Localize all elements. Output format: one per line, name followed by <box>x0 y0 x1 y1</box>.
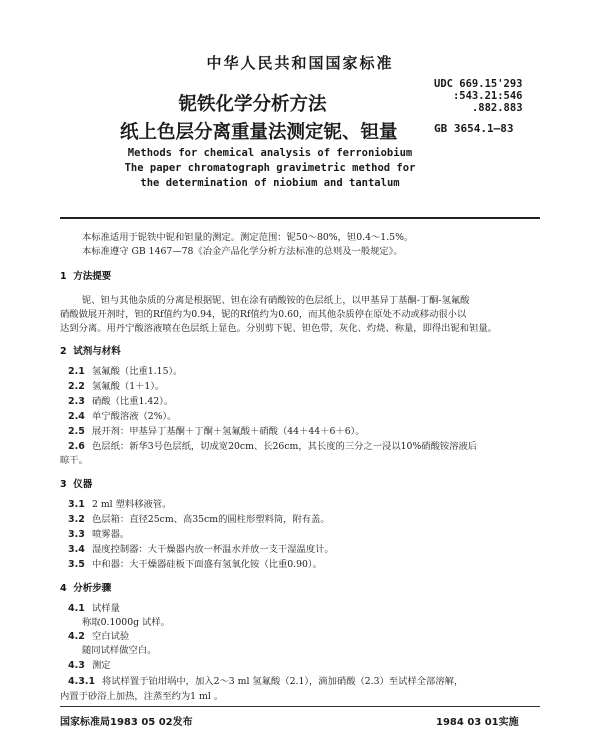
item-text: 试样量 <box>92 603 120 614</box>
reagent-item <box>68 423 365 437</box>
section-4-heading <box>60 580 111 594</box>
item-text: 氢氟酸（1＋1）。 <box>92 381 165 392</box>
item-number: 4.1 <box>68 603 85 614</box>
principle-line-2: 硝酸做展开剂时，钽的Rf值约为0.94，铌的Rf值约为0.60，而其他杂质停在原处不动或移动很小以 <box>60 309 467 320</box>
reagent-item <box>68 378 164 392</box>
reagent-item <box>68 438 477 452</box>
title-chinese-line-1: 铌铁化学分析方法 <box>178 94 327 115</box>
apparatus-item <box>68 556 322 570</box>
item-text: 氢氟酸（比重1.15）。 <box>92 366 183 377</box>
udc-classification <box>434 78 523 114</box>
item-number: 2.2 <box>68 381 85 392</box>
apparatus-item <box>68 526 129 540</box>
sample-mass-text: 称取0.1000g 试样。 <box>82 617 170 628</box>
udc-line-1: UDC 669.15'293 <box>434 78 523 90</box>
header-divider <box>60 217 540 219</box>
section-3-title: 仪器 <box>73 479 93 490</box>
item-number: 3.5 <box>68 559 85 570</box>
item-number: 2.4 <box>68 411 85 422</box>
item-text: 喷雾器。 <box>92 529 130 540</box>
section-2-number: 2 <box>60 346 67 357</box>
principle-line-3: 达到分离。用丹宁酸溶液喷在色层纸上显色。分别剪下铌、钽色带，灰化、灼烧、称量，即得出铌和钽量。 <box>60 323 497 334</box>
item-number: 2.3 <box>68 396 85 407</box>
item-text: 单宁酸溶液（2%）。 <box>92 411 177 422</box>
section-1-heading <box>60 268 111 282</box>
section-3-heading <box>60 476 92 490</box>
item-text: 测定 <box>92 660 111 671</box>
section-2-heading <box>60 343 121 357</box>
item-number: 2.6 <box>68 441 85 452</box>
section-1-number: 1 <box>60 271 67 282</box>
section-4-title: 分析步骤 <box>73 583 112 594</box>
title-english-line-1: Methods for chemical analysis of ferroniobium <box>127 147 413 159</box>
section-1-title: 方法提要 <box>73 271 112 282</box>
subsection-4-2-heading <box>68 628 129 642</box>
procedure-4-3-1-line-1 <box>68 673 463 687</box>
procedure-4-3-1-line-2: 内置于砂浴上加热，注蒸至约为1 ml 。 <box>60 691 224 702</box>
item-number: 3.3 <box>68 529 85 540</box>
item-number: 3.1 <box>68 499 85 510</box>
item-text: 色层纸：新华3号色层纸，切成宽20cm、长26cm，其长度的三分之一浸以10%硝酸铵溶液后 <box>92 441 478 452</box>
section-2-title: 试剂与材料 <box>73 346 121 357</box>
subsection-4-3-heading <box>68 657 111 671</box>
compliance-paragraph: 本标准遵守 GB 1467—78《冶金产品化学分析方法标准的总则及一般规定》。 <box>82 246 403 257</box>
item-text: 色层箱：直径25cm、高35cm的圆柱形塑料筒，附有盖。 <box>92 514 330 525</box>
section-3-number: 3 <box>60 479 67 490</box>
effective-date: 1984 03 01实施 <box>436 717 519 728</box>
item-text: 2 ml 塑料移液管。 <box>92 499 172 510</box>
udc-line-2: :543.21:546 <box>452 90 523 102</box>
item-text: 空白试验 <box>92 631 130 642</box>
udc-line-3: .882.883 <box>471 102 523 114</box>
item-text: 中和器：大干燥器硅板下面盛有氢氧化铵（比重0.90）。 <box>92 559 322 570</box>
standard-number: GB 3654.1—83 <box>434 122 514 135</box>
item-number: 2.5 <box>68 426 85 437</box>
reagent-item <box>68 408 176 422</box>
item-number: 2.1 <box>68 366 85 377</box>
reagent-item <box>68 393 173 407</box>
issuing-organization: 中华人民共和国国家标准 <box>206 54 394 72</box>
item-number: 4.3 <box>68 660 85 671</box>
apparatus-item <box>68 511 330 525</box>
section-4-number: 4 <box>60 583 67 594</box>
reagent-item-continuation: 晾干。 <box>60 455 88 466</box>
title-english-line-3: the determination of niobium and tantalum <box>140 177 400 189</box>
scope-paragraph: 本标准适用于铌铁中铌和钽量的测定。测定范围：铌50～80%，钽0.4～1.5%。 <box>82 232 414 243</box>
item-number: 3.2 <box>68 514 85 525</box>
title-english-line-2: The paper chromatograph gravimetric method for <box>124 162 416 174</box>
apparatus-item <box>68 541 334 555</box>
item-number: 3.4 <box>68 544 85 555</box>
subsection-4-1-heading <box>68 600 120 614</box>
item-text: 湿度控制器：大干燥器内放一杯温水并放一支干湿温度计。 <box>92 544 334 555</box>
apparatus-item <box>68 496 171 510</box>
item-number: 4.3.1 <box>68 676 96 687</box>
issue-date: 国家标准局1983 05 02发布 <box>60 717 193 728</box>
item-text: 将试样置于铂坩埚中，加入2～3 ml 氢氟酸（2.1），滴加硝酸（2.3）至试样全部溶解， <box>102 676 464 687</box>
item-number: 4.2 <box>68 631 85 642</box>
reagent-item <box>68 363 182 377</box>
principle-line-1: 铌、钽与其他杂质的分离是根据铌、钽在涂有硝酸铵的色层纸上，以甲基异丁基酮-丁酮-氢氟酸 <box>82 295 470 306</box>
item-text: 硝酸（比重1.42）。 <box>92 396 174 407</box>
title-chinese-line-2: 纸上色层分离重量法测定铌、钽量 <box>120 122 398 143</box>
footer-divider <box>60 706 540 707</box>
item-text: 展开剂：甲基异丁基酮＋丁酮＋氢氟酸＋硝酸（44＋44＋6＋6）。 <box>92 426 365 437</box>
blank-test-text: 随同试样做空白。 <box>82 645 157 656</box>
